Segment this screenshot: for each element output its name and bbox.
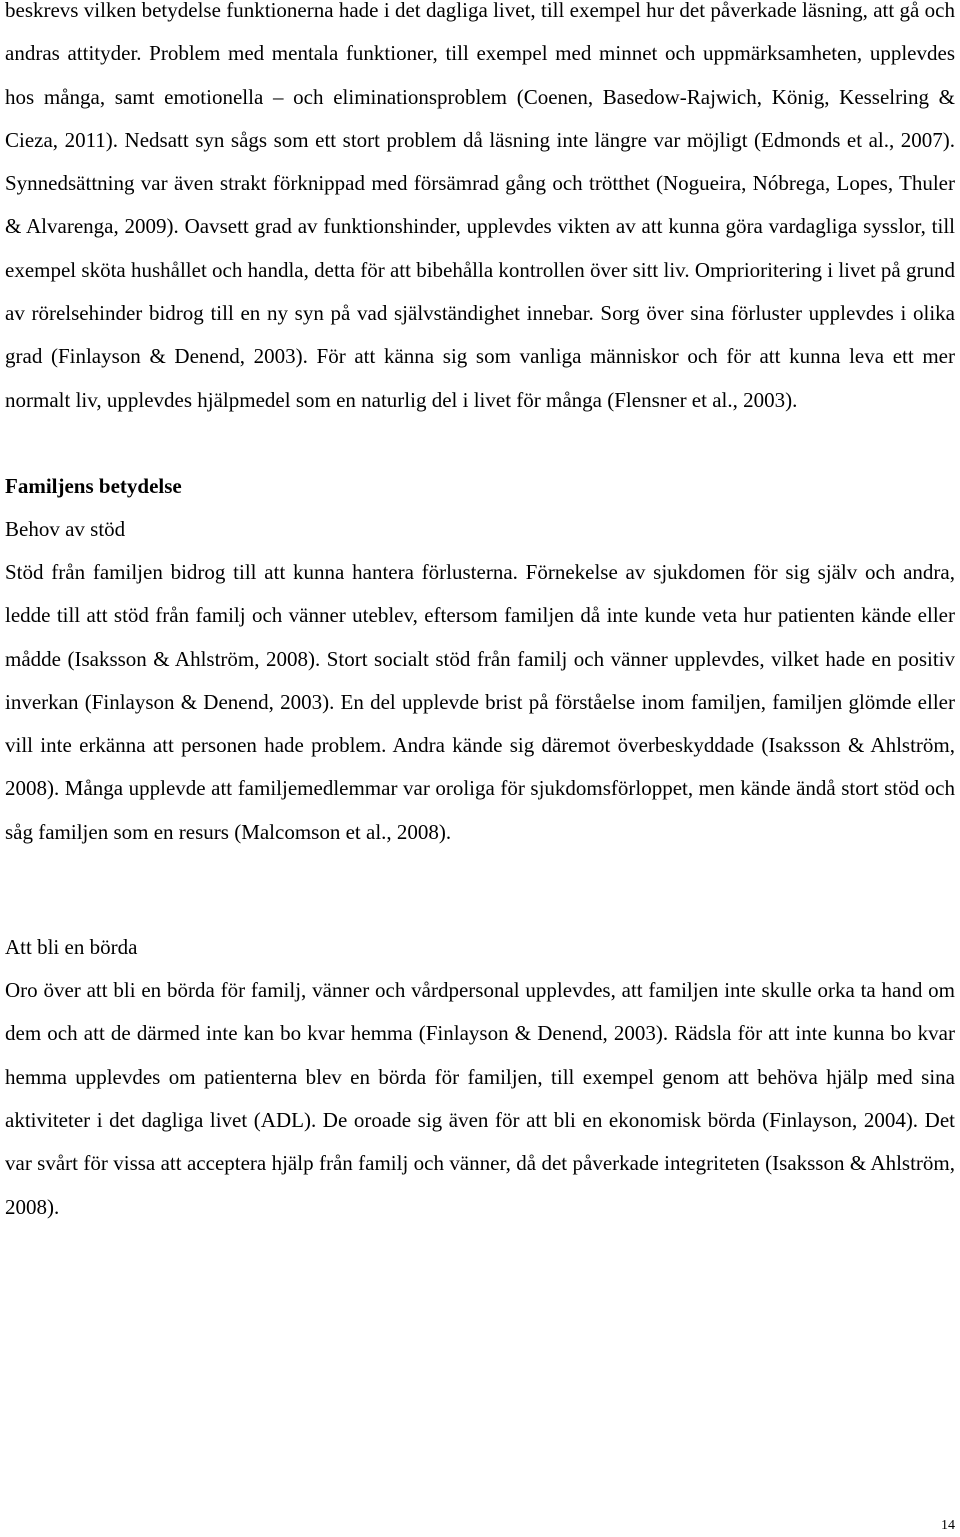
section-heading-familjens-betydelse: Familjens betydelse [5,473,182,498]
subheading-att-bli-en-borda: Att bli en börda [5,935,138,960]
document-page [5,0,955,1229]
subheading-behov-av-stod: Behov av stöd [5,516,126,541]
spacer [5,422,955,465]
paragraph-functions: beskrevs vilken betydelse funktionerna hade i det dagliga livet, till exempel hur det påverkade läsning, att gå och andras attityder. Problem med mentala funktioner, till exempel med minnet och uppmärksamheten, upplevdes hos många, samt emotionella – och eliminationsproblem (Coenen, Basedow-Rajwich, König, Kesselring & Cieza, 2011). Nedsatt syn sågs som ett stort problem då läsning inte längre var möjligt (Edmonds et al., 2007). Synnedsättning var även strakt förknippad med försämrad gång och trötthet (Nogueira, Nóbrega, Lopes, Thuler & Alvarenga, 2009). Oavsett grad av funktionshinder, upplevdes vikten av att kunna göra vardagliga sysslor, till exempel sköta hushållet och handla, detta för att bibehålla kontrollen över sitt liv. Omprioritering i livet på grund av rörelsehinder bidrog till en ny syn på vad självständighet innebar. Sorg över sina förluster upplevdes i olika grad (Finlayson & Denend, 2003). För att känna sig som vanliga människor och för att kunna leva ett mer normalt liv, upplevdes hjälpmedel som en naturlig del i livet för många (Flensner et al., 2003). [5,0,955,412]
paragraph-support: Stöd från familjen bidrog till att kunna hantera förlusterna. Förnekelse av sjukdomen för sig själv och andra, ledde till att stöd från familj och vänner uteblev, eftersom familjen då inte kunde veta hur patienten kände eller mådde (Isaksson & Ahlström, 2008). Stort socialt stöd från familj och vänner upplevdes, vilket hade en positiv inverkan (Finlayson & Denend, 2003). En del upplevde brist på förståelse inom familjen, familjen glömde eller vill inte erkänna att personen hade problem. Andra kände sig däremot överbeskyddade (Isaksson & Ahlström, 2008). Många upplevde att familjemedlemmar var oroliga för sjukdomsförloppet, men kände ändå stort stöd och såg familjen som en resurs (Malcomson et al., 2008). [5,559,955,844]
spacer [5,854,955,926]
paragraph-burden: Oro över att bli en börda för familj, vänner och vårdpersonal upplevdes, att familjen inte skulle orka ta hand om dem och att de därmed inte kan bo kvar hemma (Finlayson & Denend, 2003). Rädsla för att inte kunna bo kvar hemma upplevdes om patienterna blev en börda för familjen, till exempel genom att behöva hjälp med sina aktiviteter i det dagliga livet (ADL). De oroade sig även för att bli en ekonomisk börda (Finlayson, 2004). Det var svårt för vissa att acceptera hjälp från familj och vänner, då det påverkade integriteten (Isaksson & Ahlström, 2008). [5,978,955,1219]
page-number: 14 [941,1518,955,1533]
